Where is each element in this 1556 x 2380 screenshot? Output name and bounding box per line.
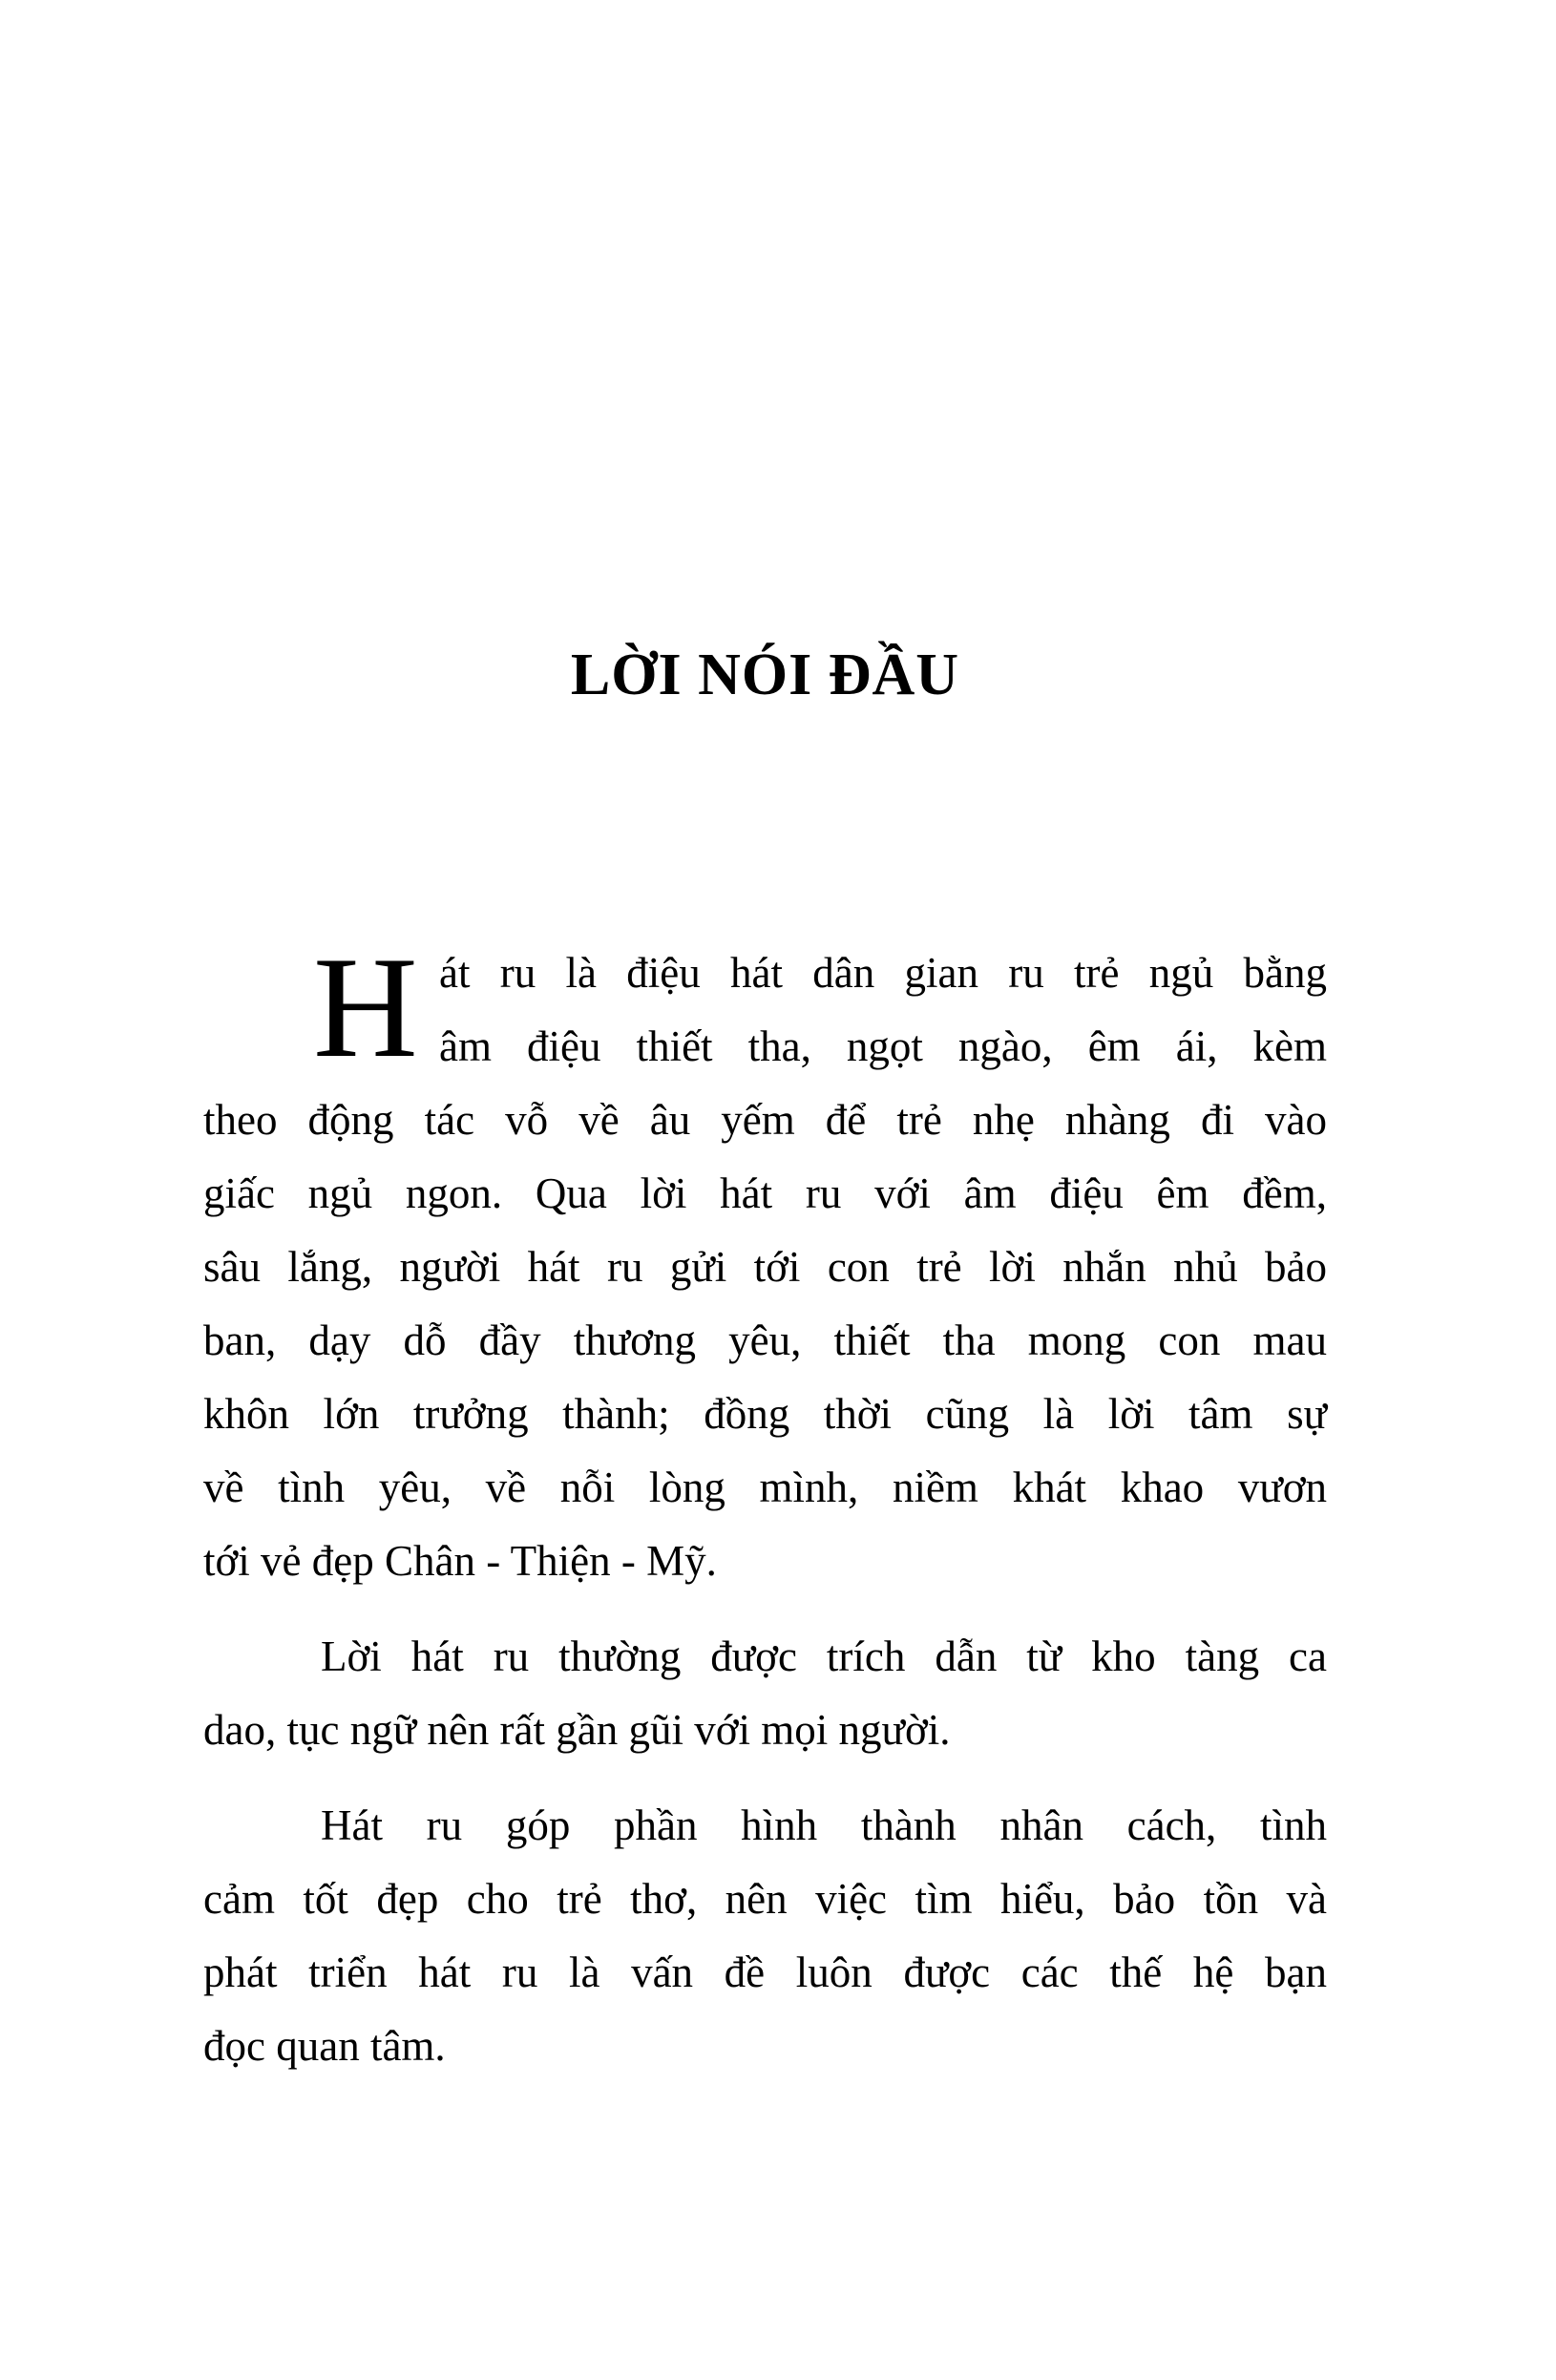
text-line: sâu lắng, người hát ru gửi tới con trẻ lời nhắn nhủ bảo	[203, 1243, 1327, 1291]
text-line: cảm tốt đẹp cho trẻ thơ, nên việc tìm hiểu, bảo tồn và	[203, 1875, 1327, 1923]
text-line: đọc quan tâm.	[203, 2022, 446, 2070]
text-line: Lời hát ru thường được trích dẫn từ kho tàng ca	[321, 1632, 1327, 1680]
text-line: về tình yêu, về nỗi lòng mình, niềm khát khao vươn	[203, 1464, 1327, 1511]
text-line: át ru là điệu hát dân gian ru trẻ ngủ bằng	[439, 949, 1327, 997]
text-line: phát triển hát ru là vấn đề luôn được các thế hệ bạn	[203, 1948, 1327, 1996]
text-line: tới vẻ đẹp Chân - Thiện - Mỹ.	[203, 1537, 717, 1585]
text-line: theo động tác vỗ về âu yếm để trẻ nhẹ nhàng đi vào	[203, 1096, 1327, 1144]
paragraph-2	[203, 1620, 1327, 1767]
text-line: giấc ngủ ngon. Qua lời hát ru với âm điệu êm đềm,	[203, 1169, 1327, 1217]
text-line: khôn lớn trưởng thành; đồng thời cũng là lời tâm sự	[203, 1390, 1327, 1438]
page-body	[203, 927, 1327, 2083]
text-line: dao, tục ngữ nên rất gần gũi với mọi người.	[203, 1706, 951, 1754]
text-line: ban, dạy dỗ đầy thương yêu, thiết tha mong con mau	[203, 1316, 1327, 1364]
text-line: âm điệu thiết tha, ngọt ngào, êm ái, kèm	[439, 1022, 1327, 1070]
page-title: LỜI NÓI ĐẦU	[570, 642, 960, 707]
text-line: Hát ru góp phần hình thành nhân cách, tình	[321, 1801, 1327, 1849]
paragraph-3	[203, 1789, 1327, 2083]
drop-cap-letter: H	[313, 927, 418, 1087]
